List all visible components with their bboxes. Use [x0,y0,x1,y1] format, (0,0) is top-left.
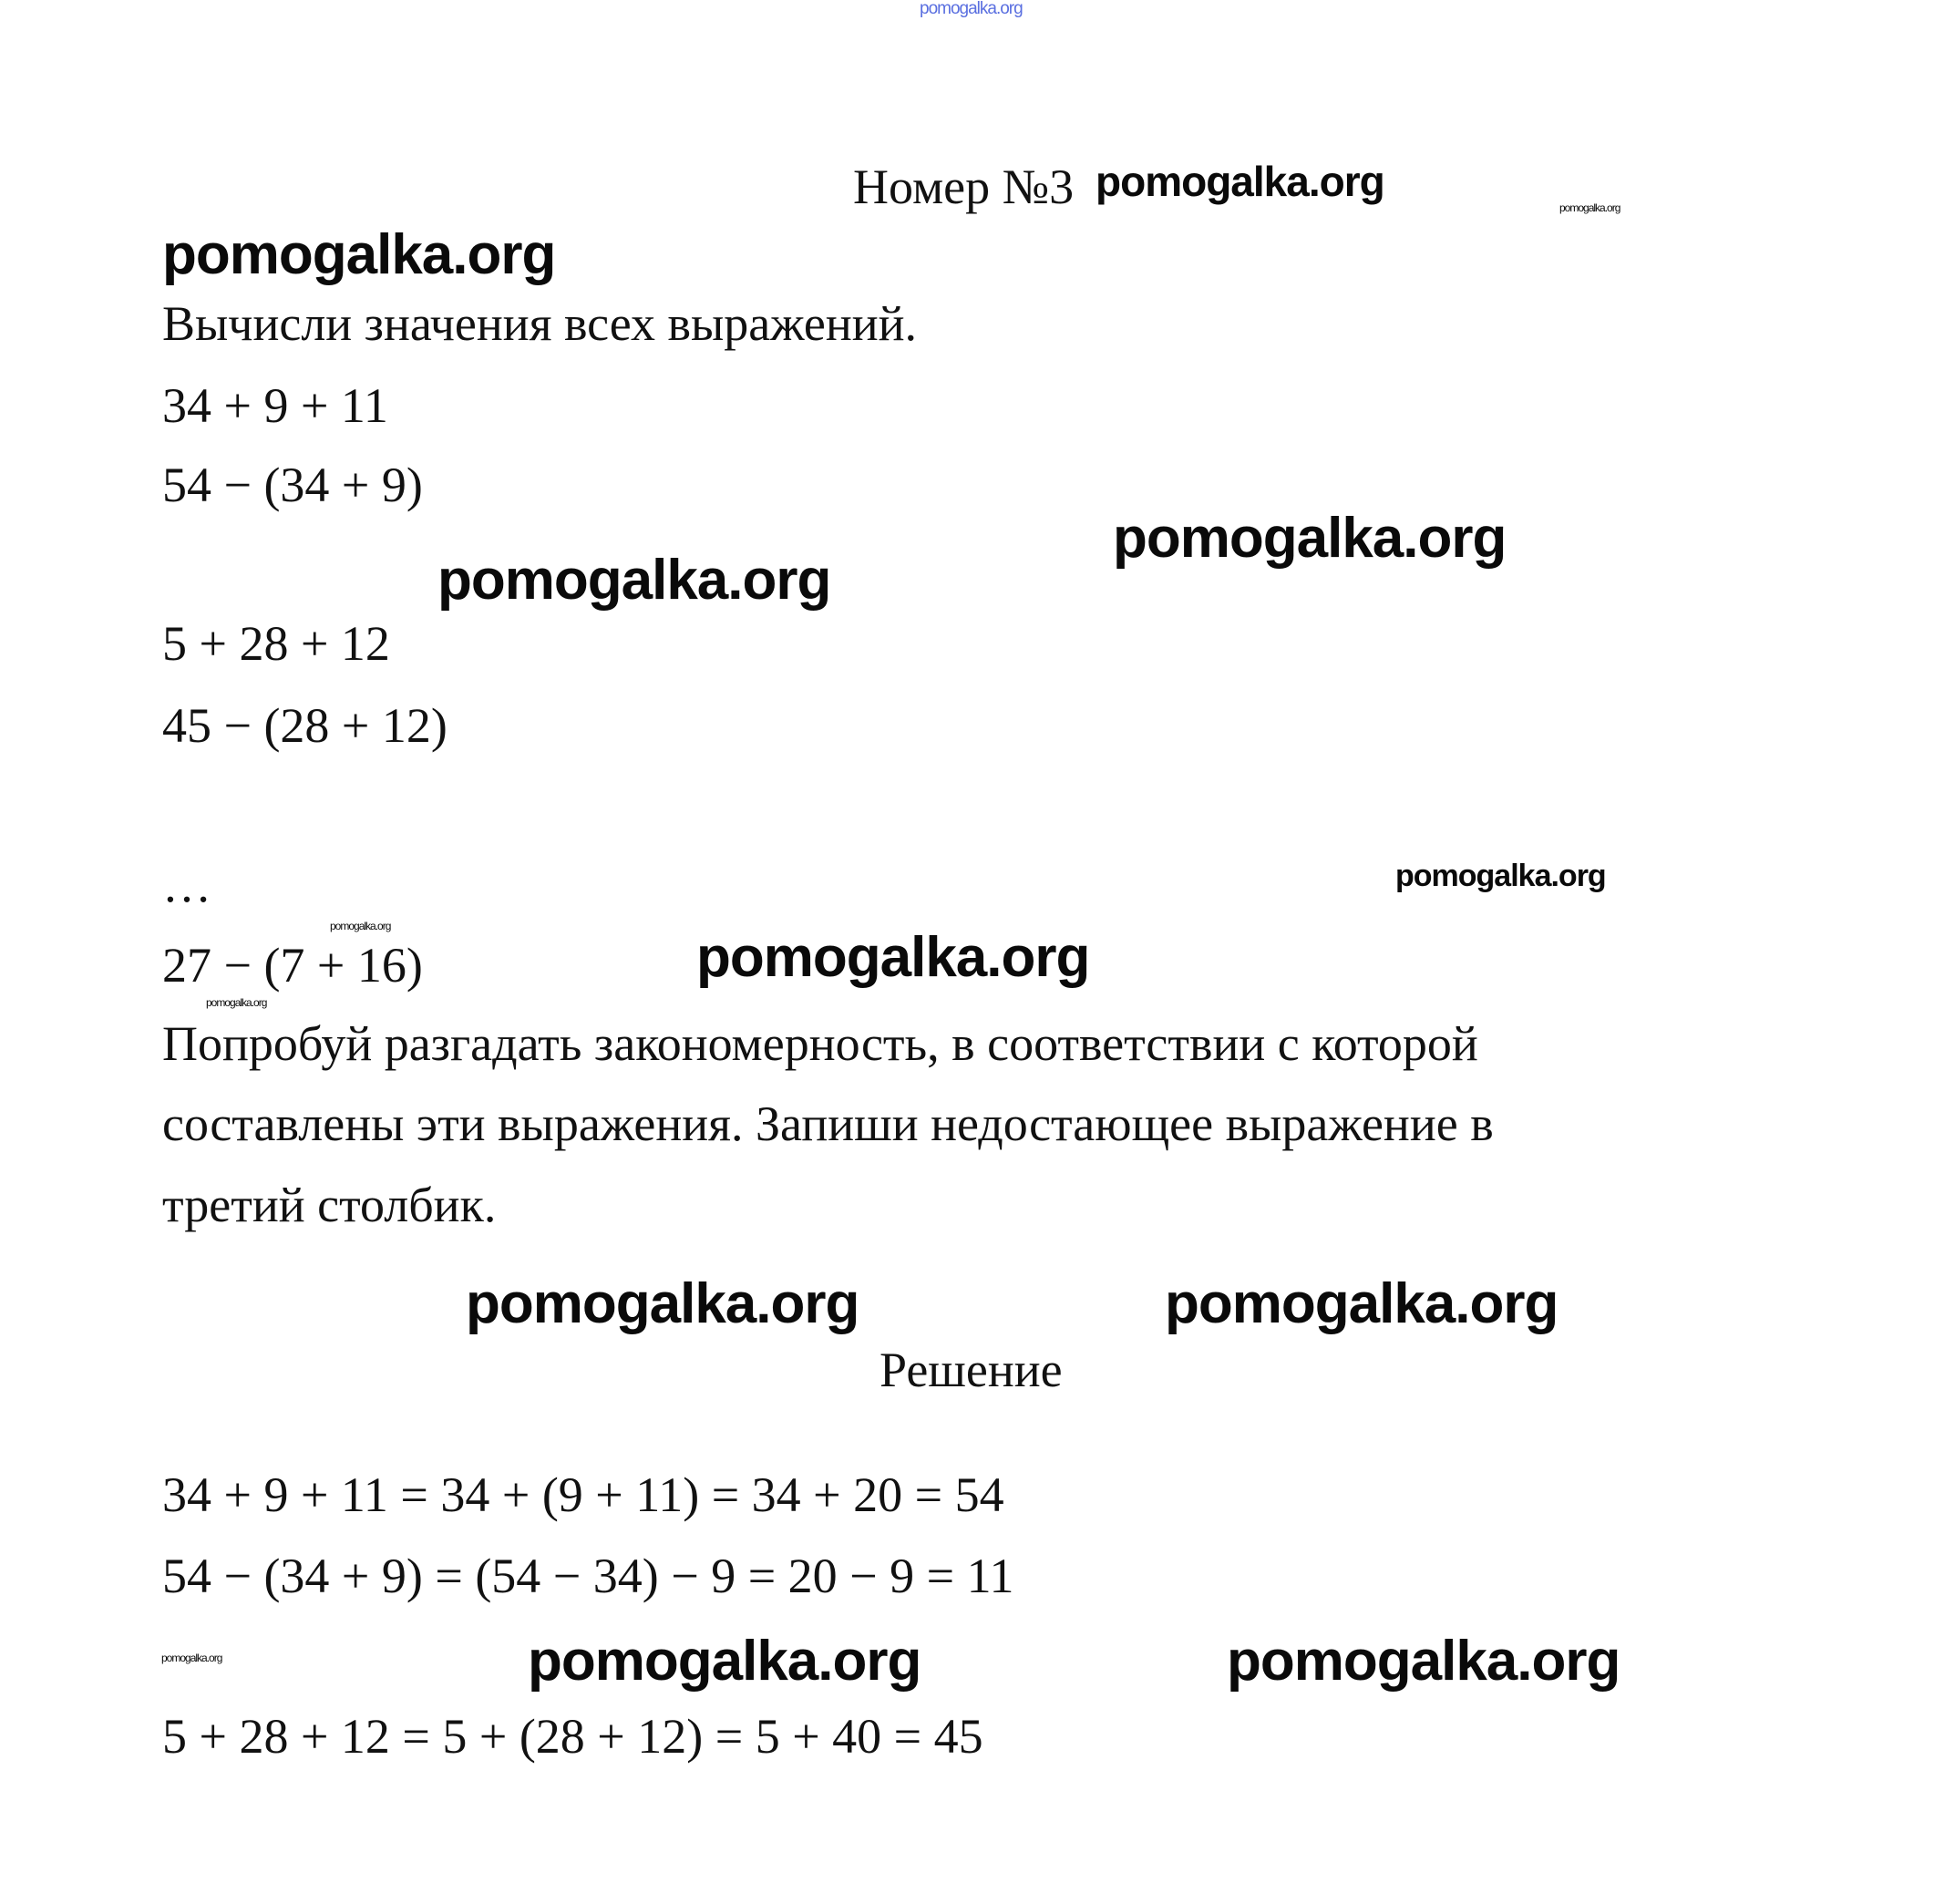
solution-heading: Решение [880,1343,1063,1397]
page-title: Номер №3 [853,160,1075,214]
watermark: pomogalka.org [206,996,267,1009]
watermark: pomogalka.org [528,1630,921,1693]
expression: 54 − (34 + 9) [162,458,423,512]
watermark-top: pomogalka.org [920,0,1023,18]
question-line: Попробуй разгадать закономерность, в соответствии с которой [162,1016,1478,1071]
watermark: pomogalka.org [330,920,391,932]
expression-ellipsis: … [162,858,211,912]
watermark: pomogalka.org [437,549,831,612]
task-instruction: Вычисли значения всех выражений. [162,296,918,351]
watermark: pomogalka.org [1395,859,1606,893]
expression: 27 − (7 + 16) [162,938,423,993]
watermark: pomogalka.org [466,1272,859,1335]
watermark: pomogalka.org [696,926,1090,989]
expression: 45 − (28 + 12) [162,698,447,753]
solution-line: 34 + 9 + 11 = 34 + (9 + 11) = 34 + 20 = 54 [162,1467,1004,1522]
expression: 5 + 28 + 12 [162,616,390,671]
question-line: третий столбик. [162,1178,497,1232]
watermark: pomogalka.org [1096,158,1384,205]
watermark: pomogalka.org [1165,1272,1559,1335]
solution-line: 5 + 28 + 12 = 5 + (28 + 12) = 5 + 40 = 45 [162,1709,983,1764]
watermark: pomogalka.org [162,223,556,286]
question-line: составлены эти выражения. Запиши недостающее выражение в [162,1096,1494,1151]
solution-line: 54 − (34 + 9) = (54 − 34) − 9 = 20 − 9 = 11 [162,1549,1014,1603]
expression: 34 + 9 + 11 [162,378,388,433]
watermark: pomogalka.org [1227,1630,1620,1693]
watermark: pomogalka.org [1113,507,1507,570]
watermark: pomogalka.org [1559,201,1620,214]
watermark: pomogalka.org [161,1652,222,1664]
